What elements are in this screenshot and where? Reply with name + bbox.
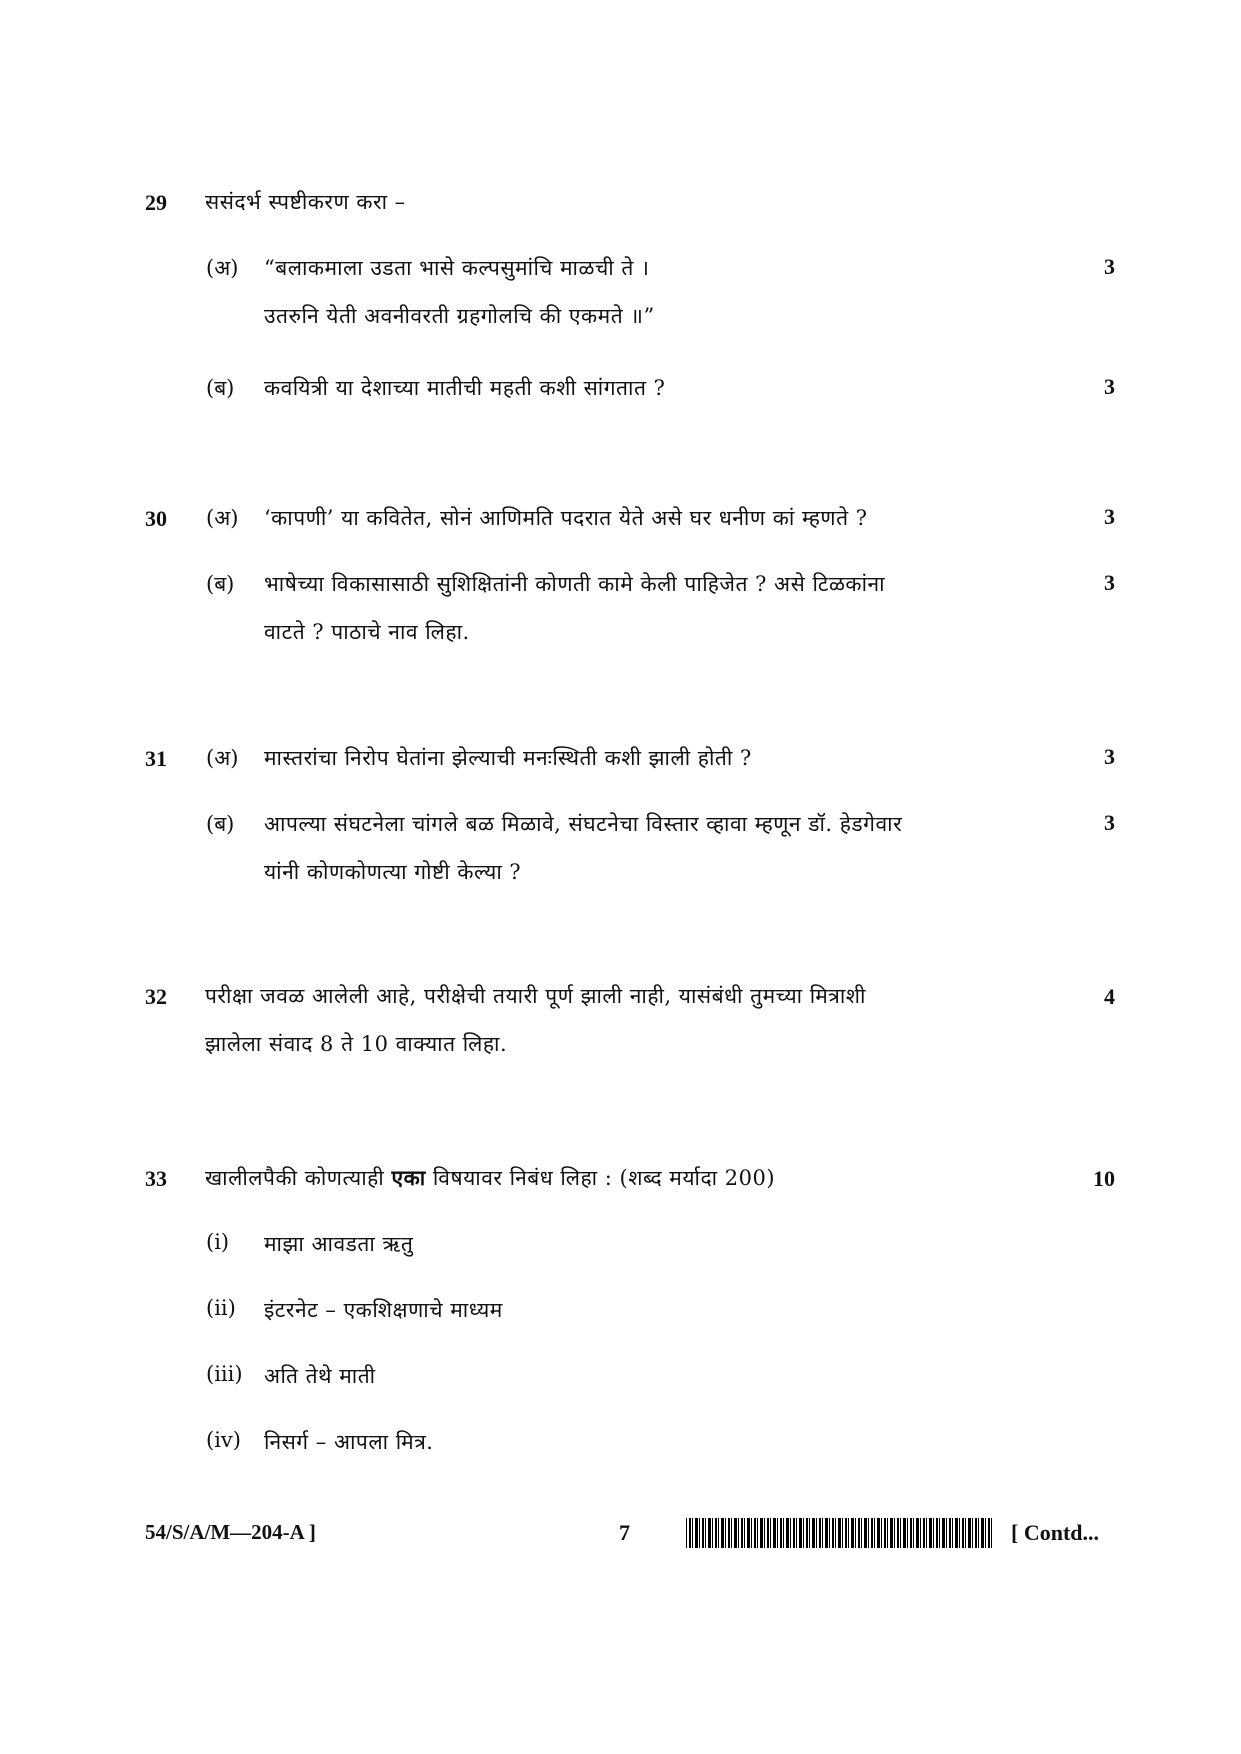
q33-instruction [205, 1164, 775, 1192]
q32-line2: झालेला संवाद 8 ते 10 वाक्यात लिहा. [205, 1032, 508, 1056]
q31-b-line2: यांनी कोणकोणत्या गोष्टी केल्या ? [264, 860, 522, 884]
footer-contd: [ Contd... [1011, 1520, 1100, 1545]
q33-option-2-label: (ii) [206, 1296, 236, 1320]
q33-text-before: खालीलपैकी कोणत्याही [205, 1166, 385, 1190]
q33-option-1-label: (i) [206, 1230, 230, 1254]
q29-b-marks: 3 [1104, 374, 1115, 399]
q29-b-label: (ब) [206, 376, 235, 400]
q31-a-line1: मास्तरांचा निरोप घेतांना झेल्याची मनःस्थिती कशी झाली होती ? [264, 746, 752, 770]
q32-line1: परीक्षा जवळ आलेली आहे, परीक्षेची तयारी पूर्ण झाली नाही, यासंबंधी तुमच्या मित्राशी [205, 984, 866, 1008]
q33-text-bold: एका [391, 1165, 426, 1190]
q29-a-marks: 3 [1104, 254, 1115, 279]
barcode [686, 1518, 992, 1548]
question-29-title: ससंदर्भ स्पष्टीकरण करा – [205, 190, 406, 214]
question-number-33: 33 [145, 1166, 167, 1191]
q30-a-line1: ‘कापणी’ या कवितेत, सोनं आणिमति पदरात येते असे घर धनीण कां म्हणते ? [264, 506, 868, 530]
q29-a-line2: उतरुनि येती अवनीवरती ग्रहगोलचि की एकमते ॥” [264, 304, 655, 328]
footer-paper-code: 54/S/A/M—204-A ] [145, 1520, 316, 1544]
q31-a-label: (अ) [206, 746, 239, 770]
footer-page-number: 7 [619, 1520, 630, 1545]
q33-option-4-label: (iv) [206, 1428, 241, 1452]
q33-option-1-text: माझा आवडता ऋतु [264, 1232, 414, 1256]
q33-option-3-text: अति तेथे माती [264, 1364, 376, 1388]
q31-b-marks: 3 [1104, 810, 1115, 835]
q30-b-marks: 3 [1104, 570, 1115, 595]
q30-a-marks: 3 [1104, 504, 1115, 529]
q29-b-line1: कवयित्री या देशाच्या मातीची महती कशी सांगतात ? [264, 376, 666, 400]
q33-option-4-text: निसर्ग – आपला मित्र. [264, 1430, 434, 1454]
q33-text-after: विषयावर निबंध लिहा : (शब्द मर्यादा 200) [432, 1166, 776, 1190]
q33-option-2-text: इंटरनेट – एकशिक्षणाचे माध्यम [264, 1298, 503, 1322]
question-number-31: 31 [145, 746, 167, 771]
q33-option-3-label: (iii) [206, 1362, 243, 1386]
q29-a-line1: “बलाकमाला उडता भासे कल्पसुमांचि माळची ते । [264, 256, 650, 280]
q29-a-label: (अ) [206, 256, 239, 280]
q30-b-line2: वाटते ? पाठाचे नाव लिहा. [264, 620, 470, 644]
question-number-32: 32 [145, 984, 167, 1009]
q30-b-label: (ब) [206, 572, 235, 596]
q33-marks: 10 [1093, 1166, 1115, 1191]
question-number-29: 29 [145, 190, 167, 215]
q32-marks: 4 [1104, 984, 1115, 1009]
q30-b-line1: भाषेच्या विकासासाठी सुशिक्षितांनी कोणती कामे केली पाहिजेत ? असे टिळकांना [264, 572, 886, 596]
question-number-30: 30 [145, 506, 167, 531]
q31-b-line1: आपल्या संघटनेला चांगले बळ मिळावे, संघटनेचा विस्तार व्हावा म्हणून डॉ. हेडगेवार [264, 812, 903, 836]
q30-a-label: (अ) [206, 506, 239, 530]
q31-b-label: (ब) [206, 812, 235, 836]
q31-a-marks: 3 [1104, 744, 1115, 769]
